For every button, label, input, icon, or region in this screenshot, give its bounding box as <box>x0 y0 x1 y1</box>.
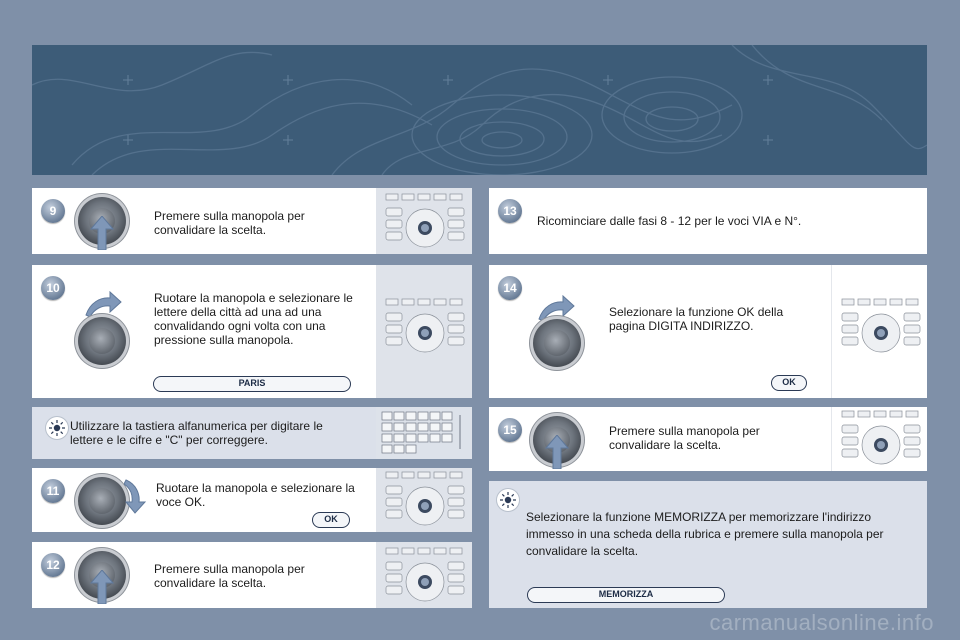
control-panel-icon <box>376 188 472 254</box>
step-10-panel <box>32 265 472 398</box>
keypad-icon <box>376 407 472 459</box>
rotate-arrow-icon <box>537 295 575 321</box>
lightbulb-icon <box>46 417 68 439</box>
step-9-text: Premere sulla manopola per convalidare la scelta. <box>154 209 305 237</box>
keypad-tip-panel <box>32 407 472 459</box>
memorize-tip-text: Selezionare la funzione MEMORIZZA per memorizzare l'indirizzo immesso in una scheda della rubrica e premere sulla manopola per convalidare la scelta. <box>526 510 884 558</box>
watermark: carmanualsonline.info <box>709 610 934 635</box>
keypad-tip-text: Utilizzare la tastiera alfanumerica per digitare le lettere e le cifre e "C" per correggere. <box>70 419 323 447</box>
step-11-text: Ruotare la manopola e selezionare la voce OK. <box>156 481 355 509</box>
step-number-badge: 12 <box>41 553 65 577</box>
step-number-badge: 10 <box>41 276 65 300</box>
step-11-panel <box>32 468 472 532</box>
paris-field: PARIS <box>153 376 351 392</box>
step-10-text: Ruotare la manopola e selezionare le lettere della città ad una ad una convalidando ogni volta con una pressione sulla manopola. <box>154 291 353 347</box>
press-arrow-icon <box>545 435 569 469</box>
step-15-panel <box>489 407 927 471</box>
control-panel-icon <box>376 542 472 608</box>
step-15-text: Premere sulla manopola per convalidare la scelta. <box>609 424 760 452</box>
press-arrow-icon <box>90 216 114 250</box>
memorize-tip-panel <box>489 481 927 608</box>
control-panel-icon <box>831 407 927 471</box>
topographic-pattern <box>32 45 927 175</box>
step-12-text: Premere sulla manopola per convalidare la scelta. <box>154 562 305 590</box>
lightbulb-icon <box>497 489 519 511</box>
rotate-arrow-icon <box>84 291 122 317</box>
step-number-badge: 13 <box>498 199 522 223</box>
control-panel-icon <box>376 265 472 398</box>
control-panel-icon <box>376 468 472 532</box>
step-9-panel <box>32 188 472 254</box>
step-13-panel <box>489 188 927 254</box>
step-12-panel <box>32 542 472 608</box>
step-number-badge: 14 <box>498 276 522 300</box>
ok-field: OK <box>771 375 807 391</box>
control-panel-icon <box>831 265 927 398</box>
knob-icon <box>78 317 126 365</box>
press-arrow-icon <box>90 570 114 604</box>
knob-icon <box>78 477 126 525</box>
step-14-text: Selezionare la funzione OK della pagina DIGITA INDIRIZZO. <box>609 305 784 333</box>
memorizza-field: MEMORIZZA <box>527 587 725 603</box>
step-number-badge: 9 <box>41 199 65 223</box>
step-number-badge: 15 <box>498 418 522 442</box>
knob-icon <box>533 319 581 367</box>
step-number-badge: 11 <box>41 479 65 503</box>
ok-field: OK <box>312 512 350 528</box>
header-banner <box>32 45 927 175</box>
rotate-arrow-icon <box>124 478 148 514</box>
step-14-panel <box>489 265 927 398</box>
step-13-text: Ricominciare dalle fasi 8 - 12 per le voci VIA e N°. <box>537 214 802 228</box>
